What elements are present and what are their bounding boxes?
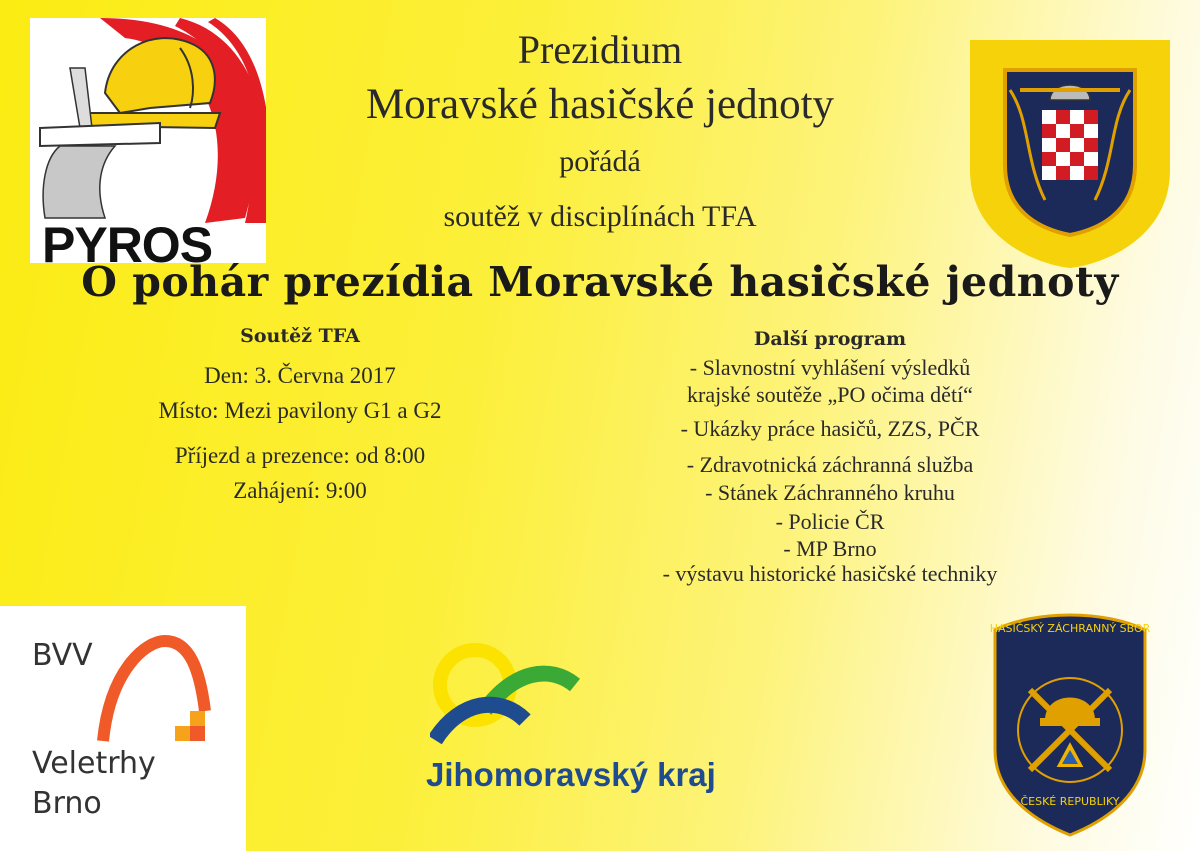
mhj-shield-icon <box>950 30 1190 270</box>
program-item: - Ukázky práce hasičů, ZZS, PČR <box>680 416 980 441</box>
left-heading: Soutěž TFA <box>240 325 360 347</box>
jmk-emblem <box>430 640 590 750</box>
bvv-line1: Veletrhy <box>32 746 156 781</box>
program-item: - Policie ČR <box>775 509 885 534</box>
bvv-wordmark: BVV <box>32 638 93 673</box>
header-line-organizes: pořádá <box>559 145 641 178</box>
left-line-arrival: Příjezd a prezence: od 8:00 <box>174 443 426 468</box>
left-line-start: Zahájení: 9:00 <box>233 478 367 503</box>
hzs-bottom-text: ČESKÉ REPUBLIKY <box>1020 795 1120 808</box>
pyros-logo <box>30 18 266 263</box>
header-line-competition: soutěž v disciplínách TFA <box>443 200 757 233</box>
left-line-place: Místo: Mezi pavilony G1 a G2 <box>158 398 442 423</box>
right-heading: Další program <box>753 328 907 350</box>
header-line-organization: Moravské hasičské jednoty <box>365 81 835 128</box>
hzs-top-text: HASIČSKÝ ZÁCHRANNÝ SBOR <box>989 622 1151 635</box>
header-line-presidium: Prezidium <box>517 27 683 72</box>
hzs-badge-logo <box>985 610 1155 840</box>
left-line-date: Den: 3. Června 2017 <box>204 363 396 388</box>
jmk-arcs-icon <box>430 640 590 750</box>
pyros-wordmark: PYROS <box>42 217 213 263</box>
program-item: - Slavnostní vyhlášení výsledků <box>689 355 971 380</box>
mhj-badge-logo <box>950 30 1190 270</box>
program-item: - Zdravotnická záchranná služba <box>686 452 974 477</box>
program-item: krajské soutěže „PO očima dětí“ <box>687 382 973 407</box>
program-item: - výstavu historické hasičské techniky <box>662 561 998 586</box>
jmk-wordmark: Jihomoravský kraj <box>426 756 716 793</box>
program-item: - MP Brno <box>783 536 877 561</box>
main-title: O pohár prezídia Moravské hasičské jednoty <box>81 258 1119 306</box>
program-item: - Stánek Záchranného kruhu <box>705 480 955 505</box>
bvv-line2: Brno <box>32 786 102 821</box>
bvv-logo <box>0 606 246 851</box>
bvv-arc-icon <box>95 631 225 746</box>
